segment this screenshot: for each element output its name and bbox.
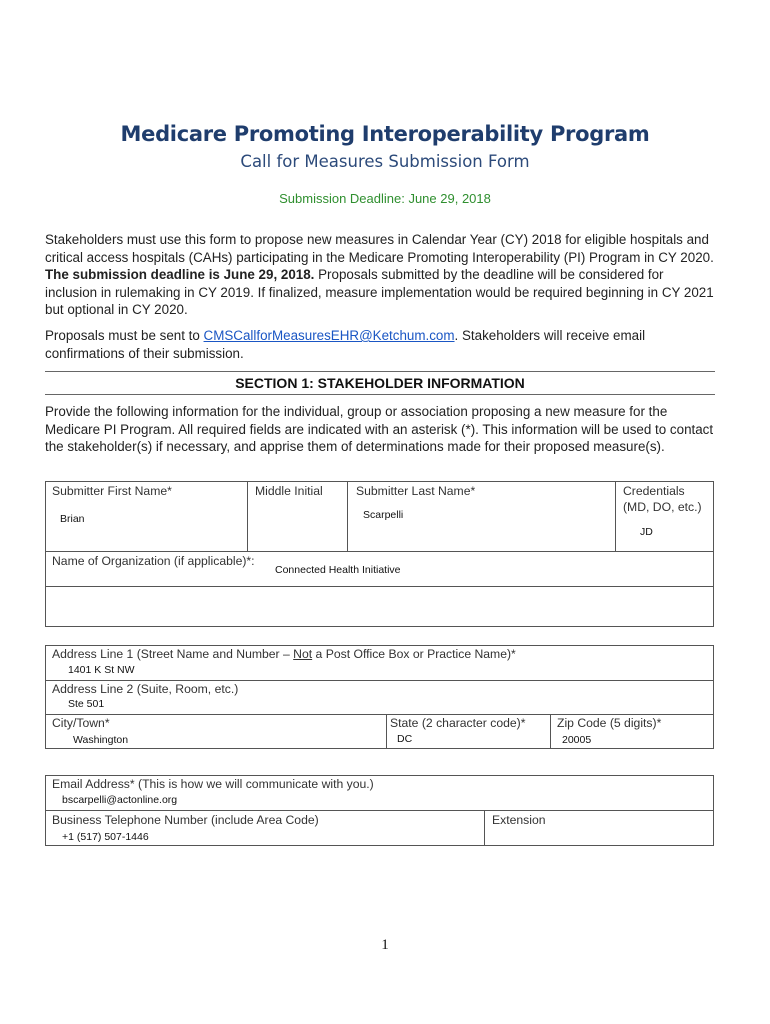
state-label: State (2 character code)*: [390, 716, 526, 730]
intro-paragraph: [45, 231, 715, 319]
email-label: Email Address* (This is how we will communicate with you.): [52, 777, 374, 791]
table-divider: [347, 481, 348, 552]
first-name-field[interactable]: Brian: [60, 513, 85, 525]
table-divider: [484, 810, 485, 846]
intro-text-start: Stakeholders must use this form to propose new measures in Calendar Year (CY) 2018 for eligible hospitals and critical access hospitals (CAHs) participating in the Medicare Promoting Interoperability (PI) Program in CY 2020.: [45, 232, 714, 265]
address-line-2-label: Address Line 2 (Suite, Room, etc.): [52, 682, 239, 696]
first-name-label: Submitter First Name*: [52, 484, 172, 498]
address-line-1-label: [52, 646, 516, 662]
table-divider: [45, 810, 714, 811]
organization-field[interactable]: Connected Health Initiative: [275, 564, 401, 576]
last-name-label: Submitter Last Name*: [356, 484, 476, 498]
address-line-2-field[interactable]: Ste 501: [68, 698, 105, 710]
address-line-1-label-start: Address Line 1 (Street Name and Number –: [52, 647, 294, 661]
extension-field[interactable]: [498, 831, 698, 845]
address-line-1-label-end: a Post Office Box or Practice Name)*: [312, 647, 516, 661]
city-label: City/Town*: [52, 716, 110, 730]
table-divider: [550, 714, 551, 749]
middle-initial-label: Middle Initial: [255, 484, 323, 498]
credentials-field[interactable]: JD: [640, 526, 653, 538]
table-divider: [247, 481, 248, 552]
submission-paragraph: [45, 327, 715, 362]
state-field[interactable]: DC: [397, 733, 413, 745]
submission-deadline: Submission Deadline: June 29, 2018: [279, 191, 491, 206]
submission-text-end: . Stakeholders will receive email confirmations of their submission.: [45, 328, 646, 361]
table-divider: [45, 586, 714, 587]
address-line-1-field[interactable]: 1401 K St NW: [68, 664, 135, 676]
middle-initial-field[interactable]: [262, 513, 342, 527]
section-1-heading: SECTION 1: STAKEHOLDER INFORMATION: [45, 371, 715, 395]
table-divider: [45, 551, 714, 552]
intro-text-end: Proposals submitted by the deadline will be considered for inclusion in rulemaking in CY 2019. If finalized, measure implementation would be required beginning in CY 2021 but optional in CY 2020.: [45, 267, 714, 318]
organization-label: Name of Organization (if applicable)*:: [52, 554, 255, 568]
table-divider: [386, 714, 387, 749]
phone-label: Business Telephone Number (include Area Code): [52, 813, 319, 827]
form-title: Medicare Promoting Interoperability Program: [120, 122, 650, 146]
table-divider: [615, 481, 616, 552]
submission-text-start: Proposals must be sent to: [45, 328, 204, 343]
city-field[interactable]: Washington: [73, 734, 129, 746]
phone-field[interactable]: +1 (517) 507-1446: [62, 831, 149, 843]
email-field[interactable]: bscarpelli@actonline.org: [62, 794, 178, 806]
last-name-field[interactable]: Scarpelli: [363, 509, 404, 521]
intro-text-bold: The submission deadline is June 29, 2018.: [45, 267, 315, 283]
submission-email-link[interactable]: CMSCallforMeasuresEHR@Ketchum.com: [203, 328, 455, 343]
zip-field[interactable]: 20005: [562, 734, 592, 746]
address-line-1-label-emphasis: Not: [293, 647, 313, 661]
form-subtitle: Call for Measures Submission Form: [240, 152, 530, 171]
credentials-label: Credentials (MD, DO, etc.): [623, 484, 702, 514]
page-number: 1: [381, 937, 389, 953]
extension-label: Extension: [492, 813, 546, 827]
section-1-description: Provide the following information for the individual, group or association proposing a new measure for the Medicare PI Program. All required fields are indicated with an asterisk (*). This information will be used to contact the stakeholder(s) if necessary, and apprise them of determinations made for their proposed measure(s).: [45, 404, 714, 455]
zip-label: Zip Code (5 digits)*: [557, 716, 662, 730]
